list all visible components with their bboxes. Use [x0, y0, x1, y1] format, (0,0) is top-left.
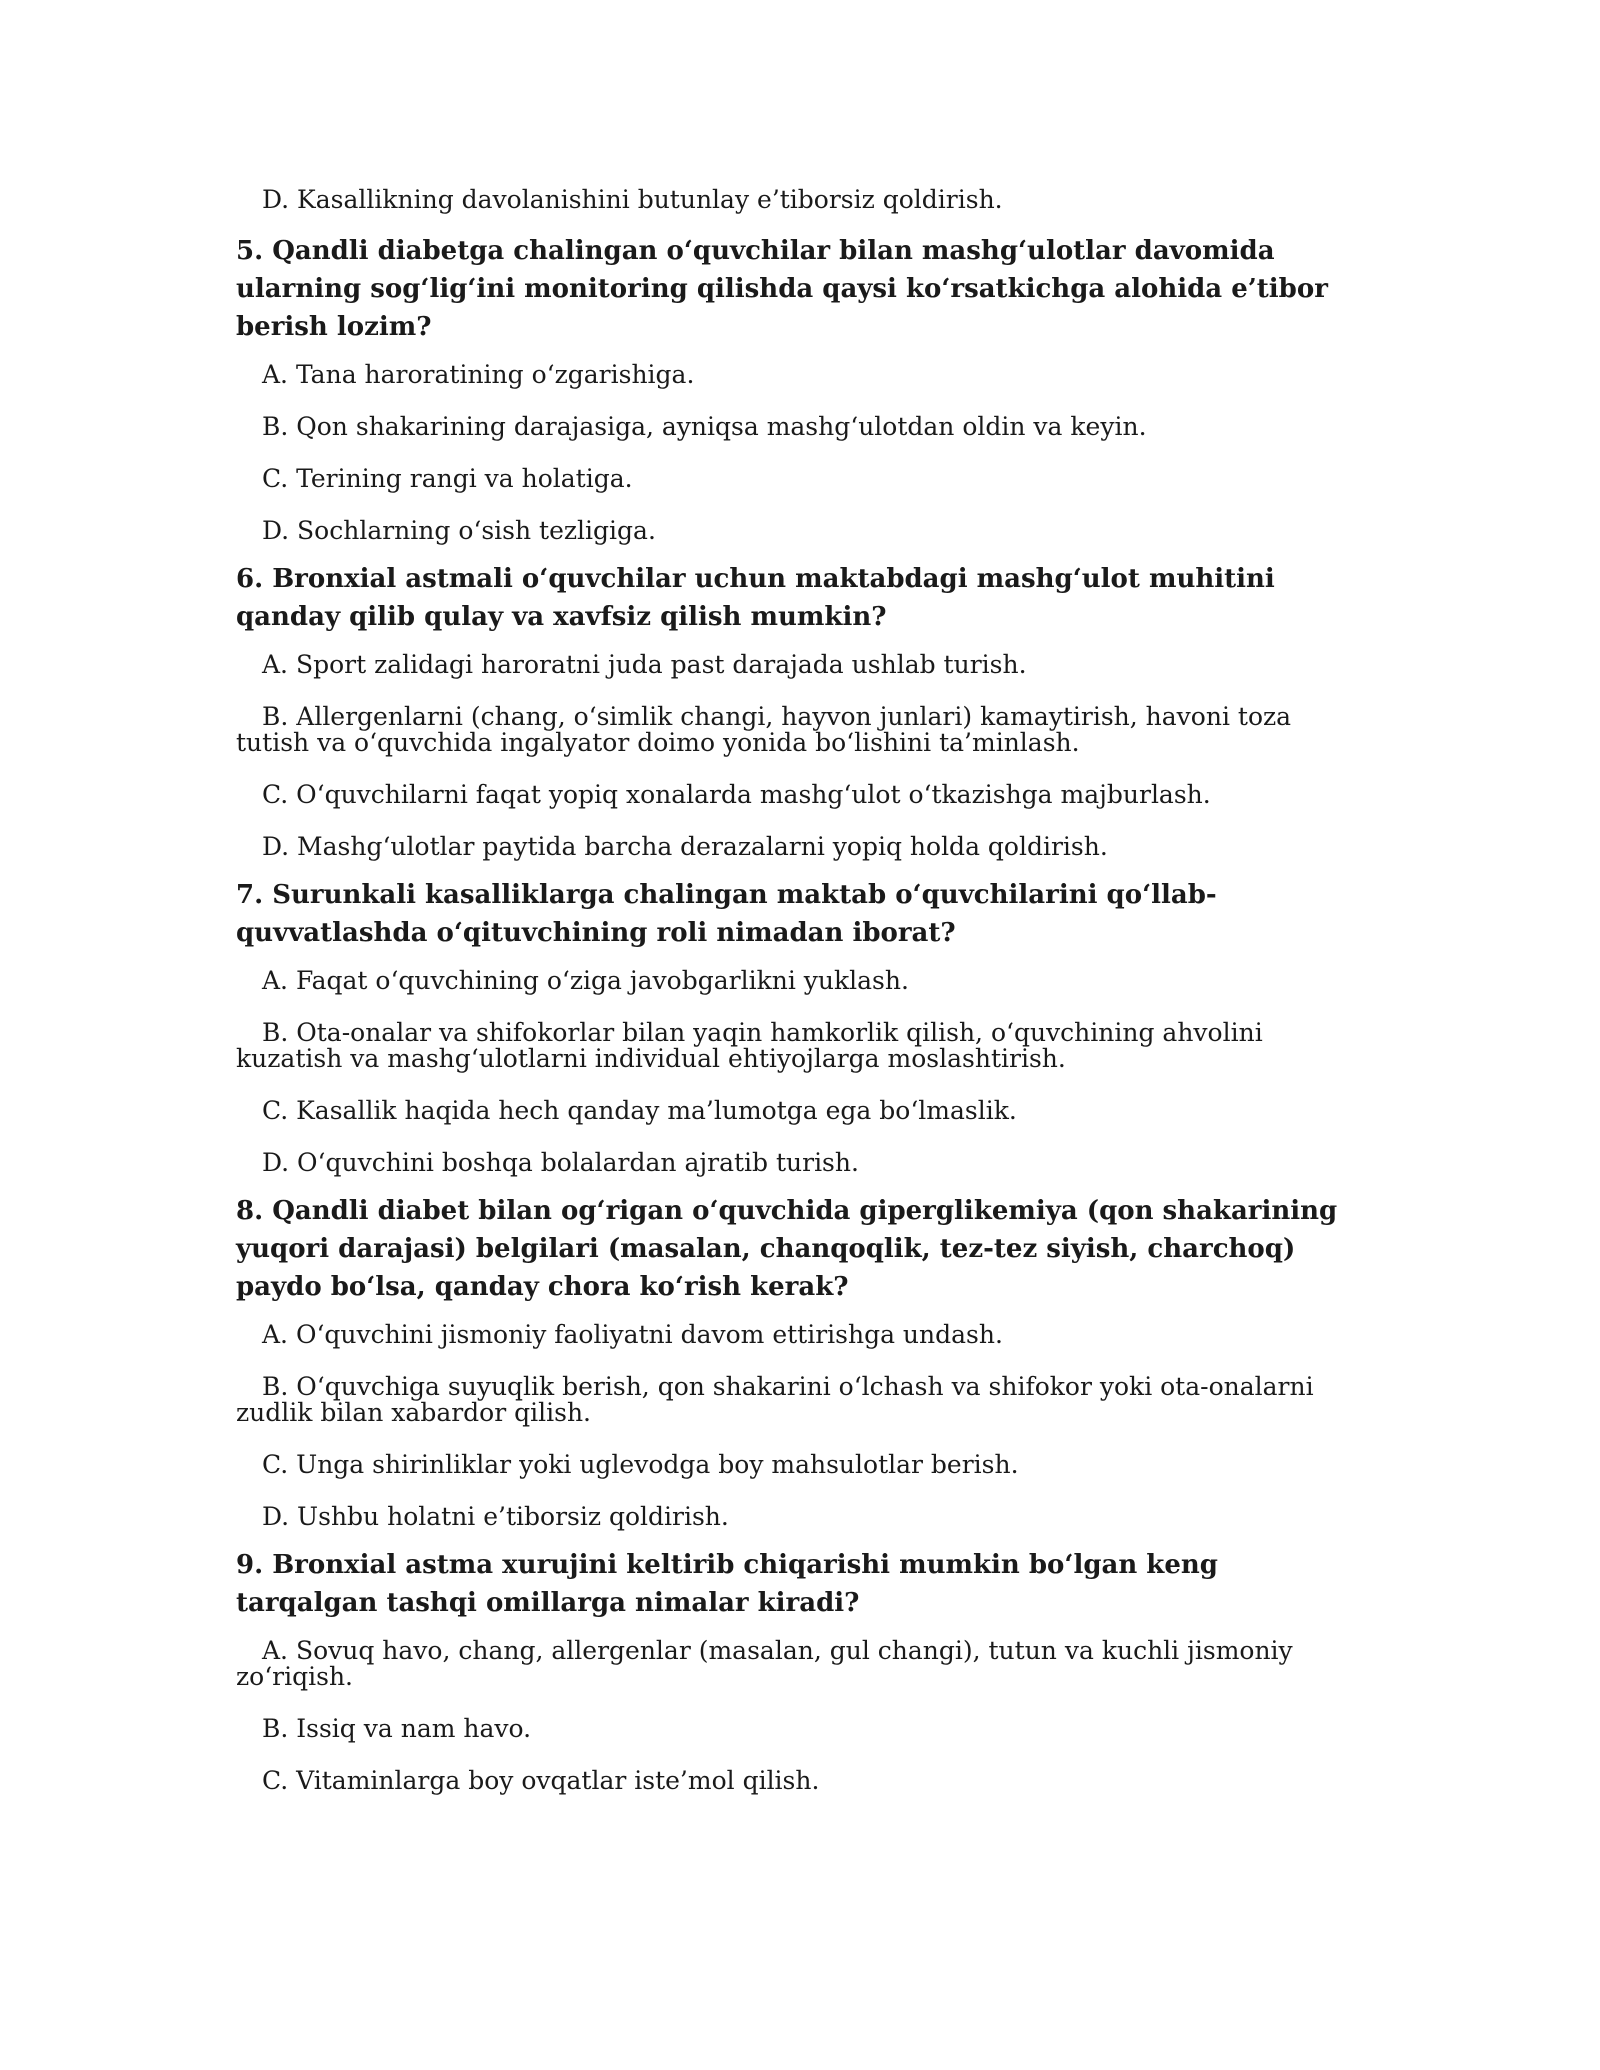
option-text: D. Ushbu holatni e’tiborsiz qoldirish. — [262, 1502, 729, 1531]
option-text: D. Mashg‘ulotlar paytida barcha derazalarni yopiq holda qoldirish. — [262, 832, 1108, 861]
question-text: 5. Qandli diabetga chalingan o‘quvchilar bilan mashg‘ulotlar davomida ularning sog‘lig‘ini monitoring qilishda qaysi ko‘rsatkichga alohida e’tibor berish lozim? — [236, 236, 1328, 342]
option-text: D. Sochlarning o‘sish tezligiga. — [262, 516, 656, 545]
option-text: B. Qon shakarining darajasiga, ayniqsa mashg‘ulotdan oldin va keyin. — [262, 412, 1147, 441]
question-block — [236, 232, 1366, 544]
option-text: A. O‘quvchini jismoniy faoliyatni davom ettirishga undash. — [262, 1320, 1003, 1349]
option-text: A. Sovuq havo, chang, allergenlar (masalan, gul changi), tutun va kuchli jismoniy zo‘riqish. — [236, 1636, 1293, 1691]
option-text: C. Unga shirinliklar yoki uglevodga boy mahsulotlar berish. — [262, 1450, 1019, 1479]
option-text: C. O‘quvchilarni faqat yopiq xonalarda mashg‘ulot o‘tkazishga majburlash. — [262, 780, 1211, 809]
question-block — [236, 876, 1366, 1176]
question-block — [236, 560, 1366, 860]
option-text: A. Tana haroratining o‘zgarishiga. — [262, 360, 695, 389]
option-text: B. Allergenlarni (chang, o‘simlik changi, hayvon junlari) kamaytirish, havoni toza tutish va o‘quvchida ingalyator doimo yonida bo‘lishini ta’minlash. — [236, 702, 1292, 757]
option-text: D. O‘quvchini boshqa bolalardan ajratib turish. — [262, 1148, 859, 1177]
option-text: C. Terining rangi va holatiga. — [262, 464, 633, 493]
option-text: D. Kasallikning davolanishini butunlay e’tiborsiz qoldirish. — [262, 185, 1003, 214]
document-page — [236, 180, 1366, 1810]
option-text: B. Ota-onalar va shifokorlar bilan yaqin hamkorlik qilish, o‘quvchining ahvolini kuzatish va mashg‘ulotlarni individual ehtiyojlarga moslashtirish. — [236, 1018, 1263, 1073]
question-text: 7. Surunkali kasalliklarga chalingan maktab o‘quvchilarini qo‘llab-quvvatlashda o‘qituvchining roli nimadan iborat? — [236, 880, 1217, 948]
option-text: A. Sport zalidagi haroratni juda past darajada ushlab turish. — [262, 650, 1027, 679]
question-block — [236, 1546, 1366, 1794]
option-text: B. Issiq va nam havo. — [262, 1714, 532, 1743]
option-text: C. Vitaminlarga boy ovqatlar iste’mol qilish. — [262, 1766, 820, 1795]
option-text: C. Kasallik haqida hech qanday ma’lumotga ega bo‘lmaslik. — [262, 1096, 1017, 1125]
question-text: 9. Bronxial astma xurujini keltirib chiqarishi mumkin bo‘lgan keng tarqalgan tashqi omillarga nimalar kiradi? — [236, 1550, 1218, 1618]
question-block — [236, 1192, 1366, 1530]
question-text: 8. Qandli diabet bilan og‘rigan o‘quvchida giperglikemiya (qon shakarining yuqori darajasi) belgilari (masalan, chanqoqlik, tez-tez siyish, charchoq) paydo bo‘lsa, qanday chora ko‘rish kerak? — [236, 1196, 1338, 1302]
option-text: B. O‘quvchiga suyuqlik berish, qon shakarini o‘lchash va shifokor yoki ota-onalarni zudlik bilan xabardor qilish. — [236, 1372, 1314, 1427]
question-text: 6. Bronxial astmali o‘quvchilar uchun maktabdagi mashg‘ulot muhitini qanday qilib qulay va xavfsiz qilish mumkin? — [236, 564, 1275, 632]
option-text: A. Faqat o‘quvchining o‘ziga javobgarlikni yuklash. — [262, 966, 909, 995]
